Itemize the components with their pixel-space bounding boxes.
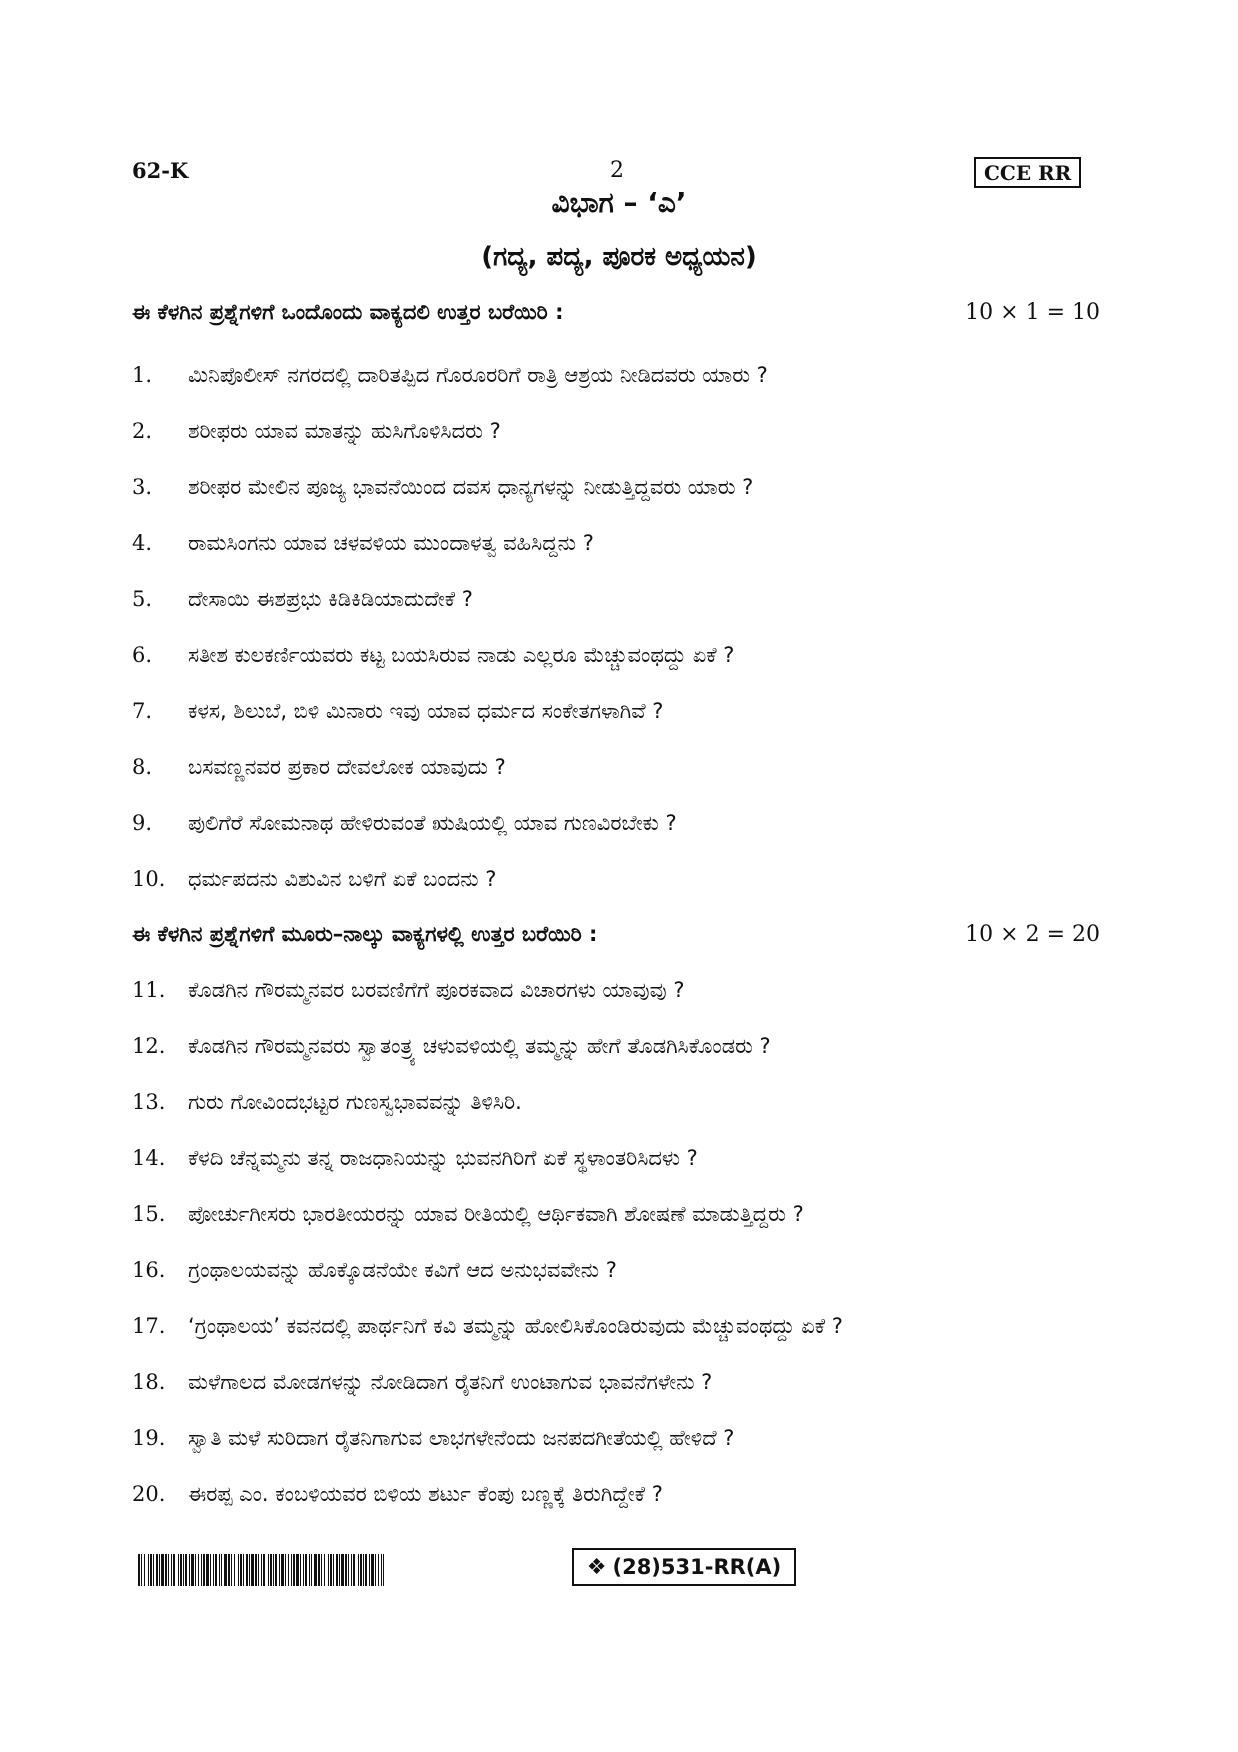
question-text: ಸತೀಶ ಕುಲಕರ್ಣಿಯವರು ಕಟ್ಟ ಬಯಸಿರುವ ನಾಡು ಎಲ್ಲರೂ ಮೆಚ್ಚುವಂಥದ್ದು ಏಕೆ ? bbox=[188, 643, 735, 667]
paper-code: 62-K bbox=[132, 158, 189, 183]
barcode-bar bbox=[348, 1554, 349, 1586]
barcode-bar bbox=[351, 1554, 352, 1586]
barcode-bar bbox=[153, 1554, 154, 1586]
question-item bbox=[132, 1362, 1092, 1402]
question-number: 19. bbox=[132, 1426, 166, 1450]
section-subtitle: (ಗದ್ಯ, ಪದ್ಯ, ಪೂರಕ ಅಧ್ಯಯನ) bbox=[481, 242, 757, 272]
barcode-bar bbox=[189, 1554, 190, 1586]
barcode-bar bbox=[159, 1554, 160, 1586]
question-number: 10. bbox=[132, 867, 166, 891]
question-number: 12. bbox=[132, 1034, 166, 1058]
barcode-bar bbox=[240, 1554, 242, 1586]
question-text: ಕೊಡಗಿನ ಗೌರಮ್ಮನವರ ಬರವಣಿಗೆಗೆ ಪೂರಕವಾದ ವಿಚಾರಗಳು ಯಾವುವು ? bbox=[188, 978, 685, 1002]
barcode-bar bbox=[339, 1554, 340, 1586]
question-number: 17. bbox=[132, 1314, 166, 1338]
question-item bbox=[132, 355, 1092, 395]
question-number: 11. bbox=[132, 978, 166, 1002]
question-item bbox=[132, 803, 1092, 843]
question-item bbox=[132, 1194, 1092, 1234]
question-text: ಕಳಸ, ಶಿಲುಬೆ, ಬಿಳಿ ಮಿನಾರು ಇವು ಯಾವ ಧರ್ಮದ ಸಂಕೇತಗಳಾಗಿವೆ ? bbox=[188, 699, 664, 723]
barcode-bar bbox=[314, 1554, 317, 1586]
question-number: 16. bbox=[132, 1258, 166, 1282]
barcode-bar bbox=[156, 1554, 158, 1586]
question-text: ಪೋರ್ಚುಗೀಸರು ಭಾರತೀಯರನ್ನು ಯಾವ ರೀತಿಯಲ್ಲಿ ಆರ್ಥಿಕವಾಗಿ ಶೋಷಣೆ ಮಾಡುತ್ತಿದ್ದರು ? bbox=[188, 1202, 804, 1226]
barcode-bar bbox=[353, 1554, 355, 1586]
question-text: ಶರೀಫರ ಮೇಲಿನ ಪೂಜ್ಯ ಭಾವನೆಯಿಂದ ದವಸ ಧಾನ್ಯಗಳನ್ನು ನೀಡುತ್ತಿದ್ದವರು ಯಾರು ? bbox=[188, 475, 754, 499]
question-item bbox=[132, 970, 1092, 1010]
question-item bbox=[132, 1138, 1092, 1178]
question-number: 6. bbox=[132, 643, 153, 667]
barcode-bar bbox=[185, 1554, 187, 1586]
question-item bbox=[132, 411, 1092, 451]
question-text: ಪುಲಿಗೆರೆ ಸೋಮನಾಥ ಹೇಳಿರುವಂತೆ ಋಷಿಯಲ್ಲಿ ಯಾವ ಗುಣವಿರಬೇಕು ? bbox=[188, 811, 677, 835]
barcode-bar bbox=[330, 1554, 332, 1586]
question-text: ಮಿನಿಪೊಲೀಸ್ ನಗರದಲ್ಲಿ ದಾರಿತಪ್ಪಿದ ಗೊರೂರರಿಗೆ ರಾತ್ರಿ ಆಶ್ರಯ ನೀಡಿದವರು ಯಾರು ? bbox=[188, 363, 768, 387]
barcode-bar bbox=[324, 1554, 325, 1586]
footer-code: (28)531-RR(A) bbox=[612, 1555, 782, 1579]
barcode-bar bbox=[261, 1554, 262, 1586]
barcode-bar bbox=[279, 1554, 280, 1586]
question-text: ಬಸವಣ್ಣನವರ ಪ್ರಕಾರ ದೇವಲೋಕ ಯಾವುದು ? bbox=[188, 755, 506, 779]
barcode-bar bbox=[345, 1554, 347, 1586]
barcode-bar bbox=[375, 1554, 376, 1586]
question-number: 3. bbox=[132, 475, 153, 499]
barcode-bar bbox=[268, 1554, 269, 1586]
question-text: ರಾಮಸಿಂಗನು ಯಾವ ಚಳವಳಿಯ ಮುಂದಾಳತ್ವ ವಹಿಸಿದ್ದನು ? bbox=[188, 531, 594, 555]
barcode-bar bbox=[285, 1554, 286, 1586]
question-number: 2. bbox=[132, 419, 153, 443]
barcode-bar bbox=[183, 1554, 184, 1586]
barcode-bar bbox=[336, 1554, 338, 1586]
barcode-bar bbox=[383, 1554, 384, 1586]
barcode-bar bbox=[173, 1554, 175, 1586]
barcode-bar bbox=[293, 1554, 295, 1586]
question-text: ಶರೀಫರು ಯಾವ ಮಾತನ್ನು ಹುಸಿಗೊಳಿಸಿದರು ? bbox=[188, 419, 501, 443]
barcode-bar bbox=[321, 1554, 322, 1586]
question-item bbox=[132, 859, 1092, 899]
part1-marks: 10 × 1 = 10 bbox=[965, 300, 1100, 325]
barcode-bar bbox=[371, 1554, 374, 1586]
question-item bbox=[132, 1474, 1092, 1514]
barcode-bar bbox=[215, 1554, 217, 1586]
question-item bbox=[132, 1306, 1092, 1346]
barcode-bar bbox=[180, 1554, 182, 1586]
question-number: 14. bbox=[132, 1146, 166, 1170]
barcode-bar bbox=[246, 1554, 248, 1586]
question-text: ಮಳೆಗಾಲದ ಮೋಡಗಳನ್ನು ನೋಡಿದಾಗ ರೈತನಿಗೆ ಉಂಟಾಗುವ ಭಾವನೆಗಳೇನು ? bbox=[188, 1370, 713, 1394]
question-text: ಕೊಡಗಿನ ಗೌರಮ್ಮನವರು ಸ್ವಾತಂತ್ರ್ಯ ಚಳುವಳಿಯಲ್ಲಿ ತಮ್ಮನ್ನು ಹೇಗೆ ತೊಡಗಿಸಿಕೊಂಡರು ? bbox=[188, 1034, 771, 1058]
question-item bbox=[132, 1026, 1092, 1066]
barcode-bar bbox=[363, 1554, 364, 1586]
barcode-bar bbox=[263, 1554, 265, 1586]
barcode-bar bbox=[275, 1554, 277, 1586]
barcode-bar bbox=[191, 1554, 194, 1586]
question-text: ಈರಪ್ಪ ಎಂ. ಕಂಬಳಿಯವರ ಬಿಳಿಯ ಶರ್ಟು ಕೆಂಪು ಬಣ್ಣಕ್ಕೆ ತಿರುಗಿದ್ದೇಕೆ ? bbox=[188, 1482, 663, 1506]
barcode-bar bbox=[138, 1554, 140, 1586]
question-text: ಸ್ವಾತಿ ಮಳೆ ಸುರಿದಾಗ ರೈತನಿಗಾಗುವ ಲಾಭಗಳೇನೆಂದು ಜನಪದಗೀತೆಯಲ್ಲಿ ಹೇಳಿದೆ ? bbox=[188, 1426, 735, 1450]
barcode-bar bbox=[318, 1554, 320, 1586]
part2-marks: 10 × 2 = 20 bbox=[965, 922, 1100, 947]
barcode-bar bbox=[234, 1554, 235, 1586]
barcode-icon bbox=[138, 1554, 384, 1586]
question-number: 13. bbox=[132, 1090, 166, 1114]
barcode-bar bbox=[358, 1554, 359, 1586]
barcode-bar bbox=[251, 1554, 254, 1586]
barcode-bar bbox=[213, 1554, 214, 1586]
barcode-bar bbox=[249, 1554, 250, 1586]
barcode-bar bbox=[195, 1554, 196, 1586]
question-number: 7. bbox=[132, 699, 153, 723]
barcode-bar bbox=[210, 1554, 211, 1586]
barcode-bar bbox=[341, 1554, 344, 1586]
question-item bbox=[132, 691, 1092, 731]
question-item bbox=[132, 523, 1092, 563]
barcode-bar bbox=[161, 1554, 164, 1586]
page-number: 2 bbox=[610, 158, 624, 183]
barcode-bar bbox=[171, 1554, 172, 1586]
barcode-bar bbox=[258, 1554, 259, 1586]
barcode-bar bbox=[219, 1554, 220, 1586]
ornament-icon: ❖ bbox=[586, 1555, 607, 1580]
question-item bbox=[132, 1418, 1092, 1458]
barcode-bar bbox=[168, 1554, 169, 1586]
header-box-label: CCE RR bbox=[974, 157, 1081, 188]
question-number: 1. bbox=[132, 363, 153, 387]
question-text: ಕೆಳದಿ ಚೆನ್ನಮ್ಮನು ತನ್ನ ರಾಜಧಾನಿಯನ್ನು ಭುವನಗಿರಿಗೆ ಏಕೆ ಸ್ಥಳಾಂತರಿಸಿದಳು ? bbox=[188, 1146, 698, 1170]
barcode-bar bbox=[255, 1554, 257, 1586]
barcode-bar bbox=[360, 1554, 362, 1586]
barcode-bar bbox=[378, 1554, 379, 1586]
barcode-bar bbox=[291, 1554, 292, 1586]
barcode-bar bbox=[150, 1554, 152, 1586]
barcode-bar bbox=[221, 1554, 222, 1586]
barcode-bar bbox=[309, 1554, 310, 1586]
barcode-bar bbox=[231, 1554, 232, 1586]
barcode-bar bbox=[288, 1554, 289, 1586]
question-text: ಗುರು ಗೋವಿಂದಭಟ್ಟರ ಗುಣಸ್ವಭಾವವನ್ನು ತಿಳಿಸಿರಿ. bbox=[188, 1090, 522, 1114]
footer-code-box bbox=[572, 1548, 796, 1586]
barcode-bar bbox=[311, 1554, 312, 1586]
question-text: ಗ್ರಂಥಾಲಯವನ್ನು ಹೊಕ್ಕೊಡನೆಯೇ ಕವಿಗೆ ಆದ ಅನುಭವವೇನು ? bbox=[188, 1258, 617, 1282]
barcode-bar bbox=[141, 1554, 142, 1586]
barcode-bar bbox=[144, 1554, 145, 1586]
barcode-bar bbox=[178, 1554, 179, 1586]
barcode-bar bbox=[238, 1554, 239, 1586]
barcode-bar bbox=[303, 1554, 304, 1586]
question-number: 18. bbox=[132, 1370, 166, 1394]
question-item bbox=[132, 1082, 1092, 1122]
question-number: 5. bbox=[132, 587, 153, 611]
question-item bbox=[132, 635, 1092, 675]
barcode-bar bbox=[305, 1554, 307, 1586]
question-item bbox=[132, 1250, 1092, 1290]
question-item bbox=[132, 467, 1092, 507]
question-item bbox=[132, 747, 1092, 787]
barcode-bar bbox=[243, 1554, 244, 1586]
question-number: 20. bbox=[132, 1482, 166, 1506]
barcode-bar bbox=[369, 1554, 370, 1586]
barcode-bar bbox=[273, 1554, 274, 1586]
part2-instruction: ಈ ಕೆಳಗಿನ ಪ್ರಶ್ನೆಗಳಿಗೆ ಮೂರು–ನಾಲ್ಕು ವಾಕ್ಯಗಳಲ್ಲಿ ಉತ್ತರ ಬರೆಯಿರಿ : bbox=[132, 922, 598, 946]
barcode-bar bbox=[381, 1554, 382, 1586]
question-number: 4. bbox=[132, 531, 153, 555]
barcode-bar bbox=[206, 1554, 209, 1586]
question-text: ದೇಸಾಯಿ ಈಶಪ್ರಭು ಕಿಡಿಕಿಡಿಯಾದುದೇಕೆ ? bbox=[188, 587, 473, 611]
question-number: 8. bbox=[132, 755, 153, 779]
barcode-bar bbox=[333, 1554, 334, 1586]
question-number: 9. bbox=[132, 811, 153, 835]
question-number: 15. bbox=[132, 1202, 166, 1226]
question-text: ಧರ್ಮಪದನು ವಿಶುವಿನ ಬಳಿಗೆ ಏಕೆ ಬಂದನು ? bbox=[188, 867, 497, 891]
question-text: ‘ಗ್ರಂಥಾಲಯ’ ಕವನದಲ್ಲಿ ಪಾರ್ಥನಿಗೆ ಕವಿ ತಮ್ಮನ್ನು ಹೋಲಿಸಿಕೊಂಡಿರುವುದು ಮೆಚ್ಚುವಂಥದ್ದು ಏಕೆ ? bbox=[188, 1314, 843, 1338]
barcode-bar bbox=[148, 1554, 149, 1586]
question-item bbox=[132, 579, 1092, 619]
section-title: ವಿಭಾಗ – ‘ಎ’ bbox=[551, 186, 687, 219]
barcode-bar bbox=[203, 1554, 205, 1586]
barcode-bar bbox=[228, 1554, 230, 1586]
barcode-bar bbox=[300, 1554, 301, 1586]
barcode-bar bbox=[281, 1554, 284, 1586]
barcode-bar bbox=[296, 1554, 299, 1586]
barcode-bar bbox=[201, 1554, 202, 1586]
barcode-bar bbox=[165, 1554, 167, 1586]
barcode-bar bbox=[224, 1554, 227, 1586]
part1-instruction: ಈ ಕೆಳಗಿನ ಪ್ರಶ್ನೆಗಳಿಗೆ ಒಂದೊಂದು ವಾಕ್ಯದಲಿ ಉತ್ತರ ಬರೆಯಿರಿ : bbox=[132, 300, 564, 324]
barcode-bar bbox=[328, 1554, 329, 1586]
barcode-bar bbox=[365, 1554, 367, 1586]
barcode-bar bbox=[270, 1554, 272, 1586]
barcode-bar bbox=[198, 1554, 199, 1586]
